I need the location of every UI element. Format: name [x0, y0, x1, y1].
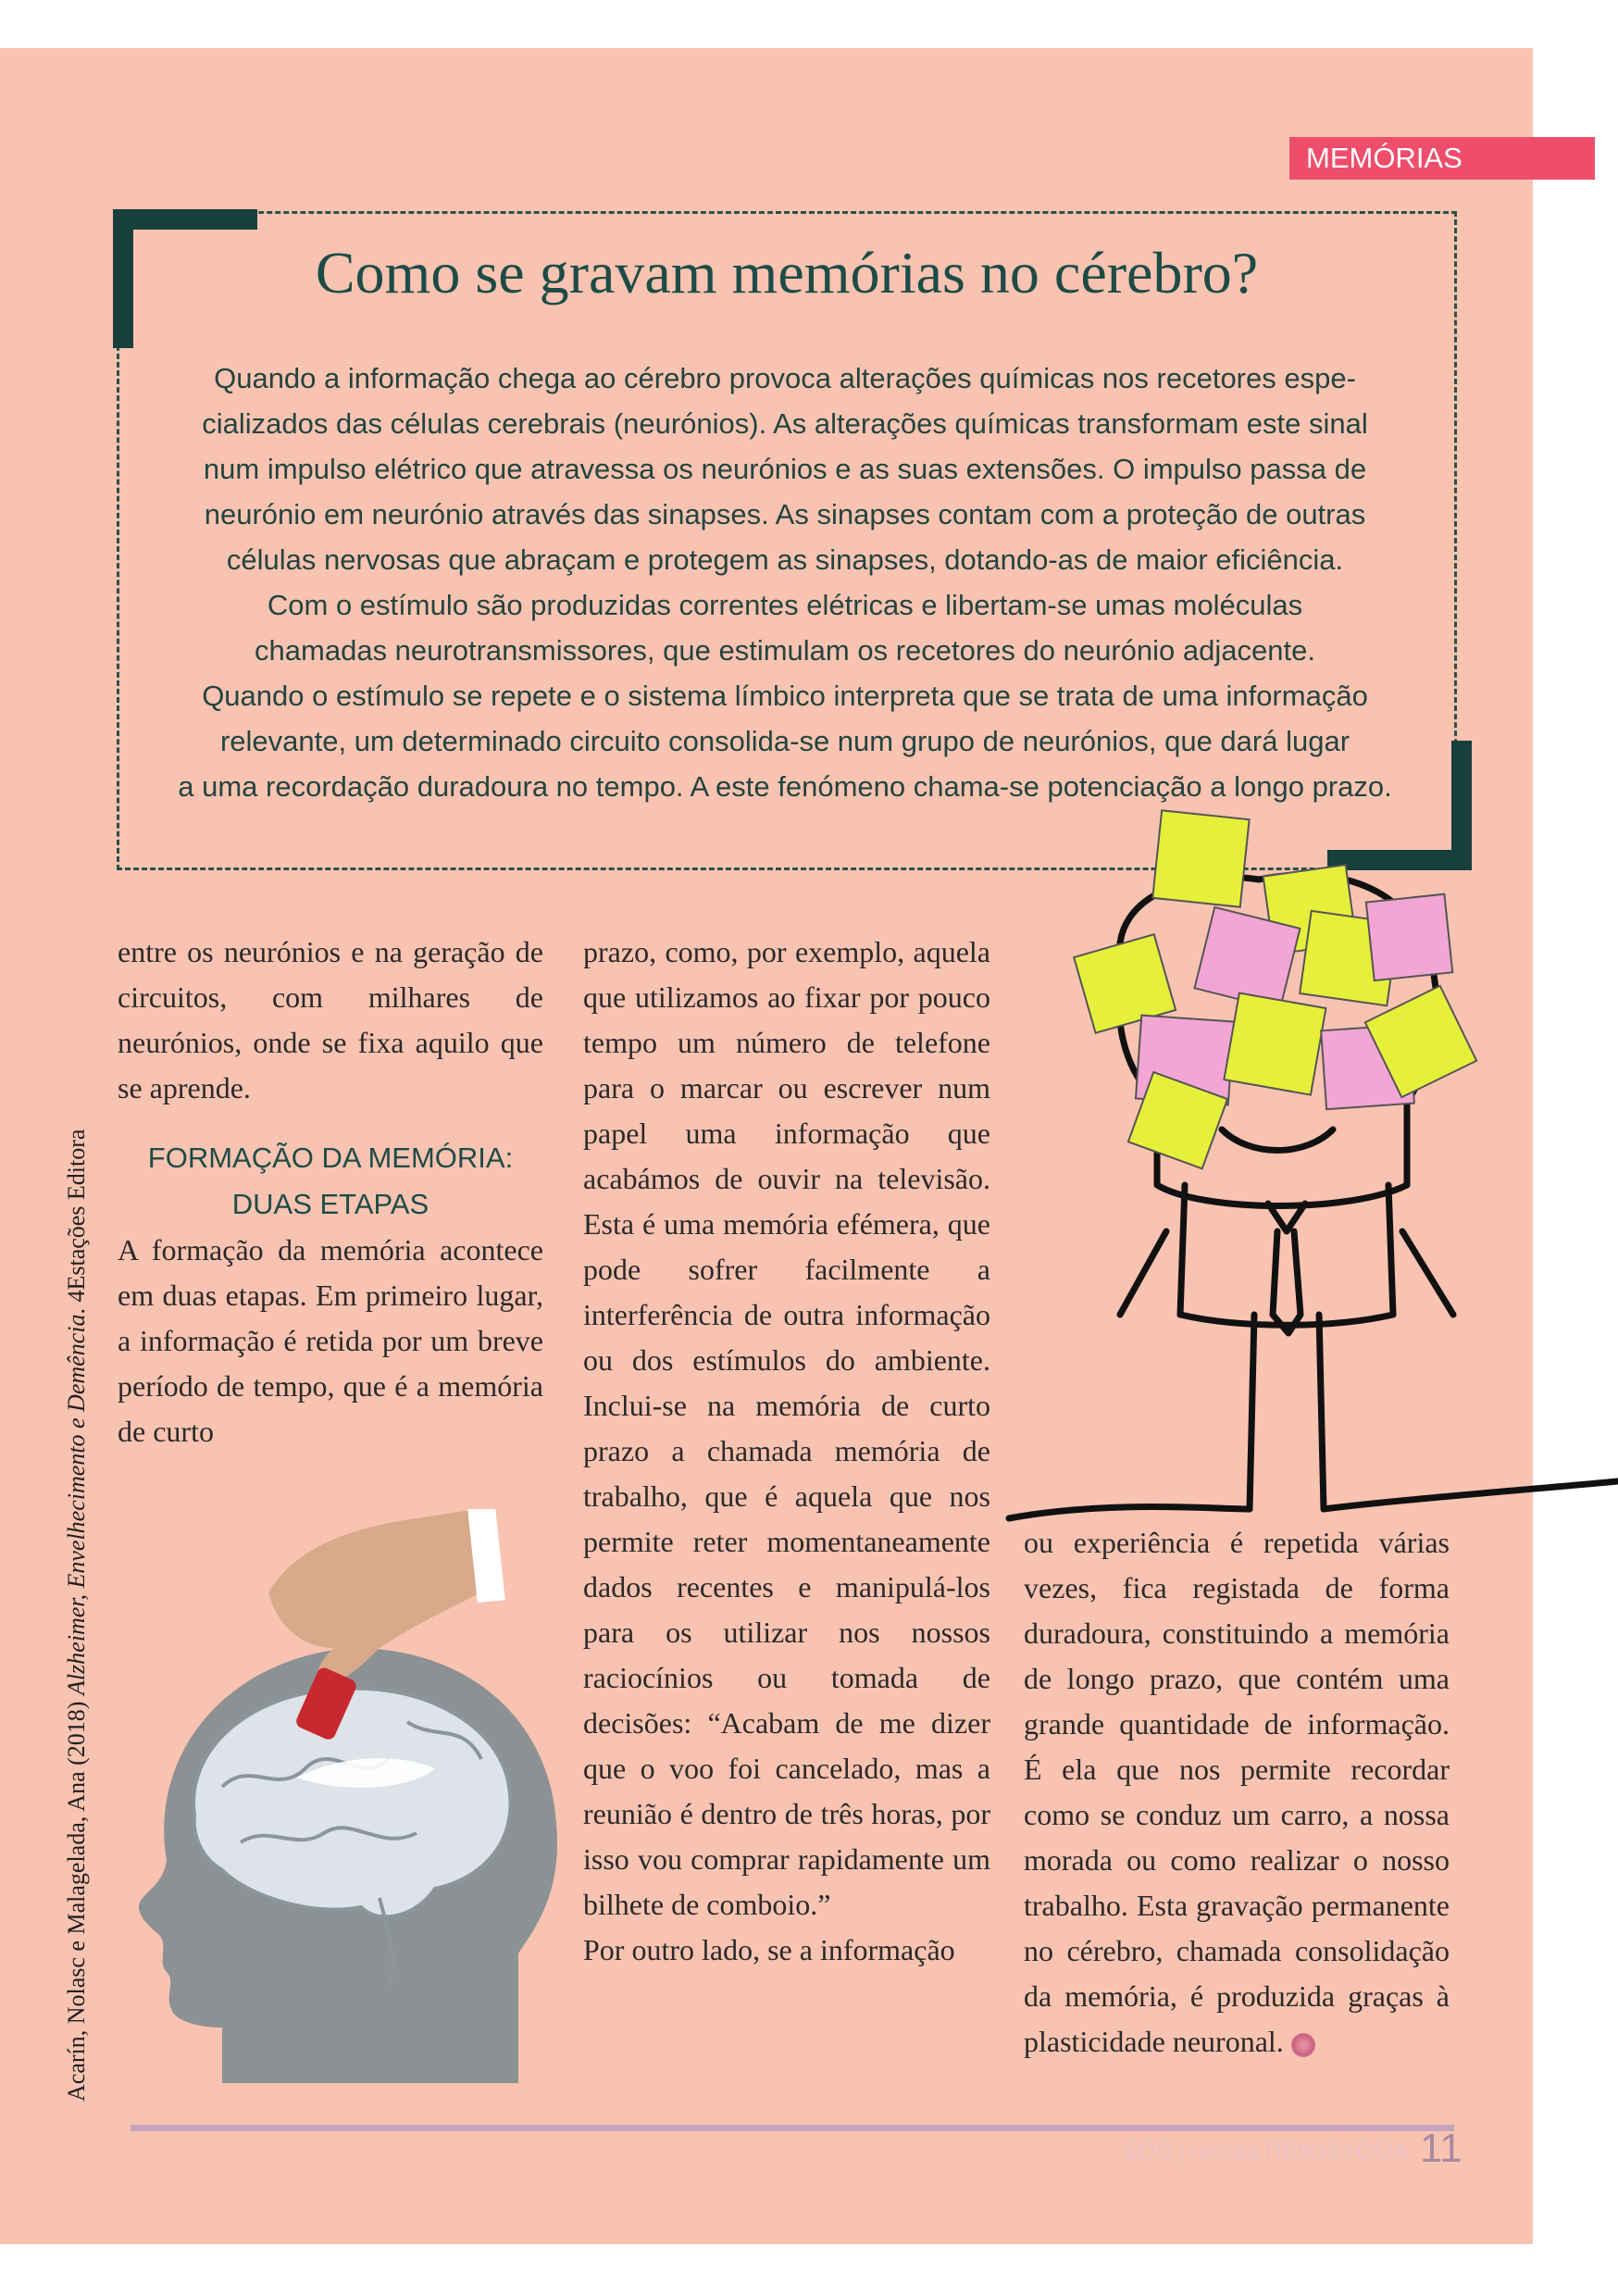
col3-text: ou experiência é repetida várias vezes, fica registada de forma duradoura, constituindo a memória de longo prazo, que contém uma grande quantidade de informação. É ela que nos permite recordar como se conduz um carro, a nossa morada ou como realizar o nosso trabalho. Esta gravação permanente no cérebro, chamada consolidação da memória, é produzida graças à plasticidade neuronal.	[1024, 1526, 1450, 2058]
box-line: a uma recordação duradoura no tempo. A este fenómeno chama-se potenciação a longo prazo.	[178, 770, 1392, 803]
box-line: relevante, um determinado circuito consolida-se num grupo de neurónios, que dará lugar	[219, 725, 1350, 757]
col1-intro: entre os neurónios e na geração de circuitos, com milhares de neurónios, onde se fixa aquilo que se aprende.	[118, 935, 543, 1104]
box-corner-top-left	[113, 209, 257, 230]
box-title: Como se gravam memórias no cérebro?	[315, 240, 1259, 306]
col2-paragraph: prazo, como, por exemplo, aquela que utilizamos ao fixar por pouco tempo um número de telefone para o marcar ou escrever num papel uma informação que acabámos de ouvir na televisão. Esta é uma memória efémera, que pode sofrer facilmente a interferência de outra informação ou dos estímulos do ambiente. Inclui-se na memória de curto prazo a chamada memória de trabalho, que é aquela que nos permite reter momentaneamente dados recentes e manipulá-los para os utilizar nos nossos raciocínios ou tomada de decisões: “Acabam de me dizer que o voo foi cancelado, mas a reunião é dentro de três horas, por isso vou comprar rapidamente um bilhete de comboio.”	[583, 935, 990, 1921]
man-sticky-notes-illustration	[1000, 796, 1618, 1537]
source-credit	[63, 991, 91, 2102]
column-3	[1024, 1520, 1450, 2065]
subheading	[118, 1135, 543, 1228]
credit-book-title: Alzheimer, Envelhecimento e Demência	[63, 1314, 90, 1696]
box-line: num impulso elétrico que atravessa os neurónios e as suas extensões. O impulso passa de	[203, 453, 1367, 485]
column-2	[583, 930, 990, 1973]
box-text	[163, 356, 1407, 809]
box-line: neurónio em neurónio através das sinapses. As sinapses contam com a proteção de outras	[204, 498, 1366, 530]
box-line: Quando o estímulo se repete e o sistema límbico interpreta que se trata de uma informação	[202, 680, 1368, 712]
credit-publisher: . 4Estações Editora	[63, 1129, 90, 1315]
footer-magazine: SOS | revista REIKI&YOGA	[1123, 2139, 1408, 2165]
page-number: 11	[1420, 2126, 1462, 2171]
box-line: Com o estímulo são produzidas correntes elétricas e libertam-se umas moléculas	[267, 589, 1303, 621]
box-line: células nervosas que abraçam e protegem as sinapses, dotando-as de maior eficiência.	[226, 543, 1344, 576]
brain-eraser-illustration	[111, 1509, 592, 2083]
box-line: Quando a informação chega ao cérebro provoca alterações químicas nos recetores espe-	[214, 362, 1356, 394]
column-1	[118, 930, 543, 1454]
box-line: cializados das células cerebrais (neurónios). As alterações químicas transformam este sinal	[202, 407, 1368, 440]
credit-authors: Acarín, Nolasc e Malagelada, Ana (2018)	[63, 1695, 90, 2102]
subheading-line-1: FORMAÇÃO DA MEMÓRIA:	[147, 1142, 514, 1174]
col1-body: A formação da memória acontece em duas etapas. Em primeiro lugar, a informação é retida por um breve período de tempo, que é a memória de curto	[118, 1233, 543, 1448]
subheading-line-2: DUAS ETAPAS	[231, 1188, 429, 1220]
section-tag: MEMÓRIAS	[1289, 137, 1595, 180]
col3-paragraph	[1024, 1520, 1450, 2065]
col2-paragraph-end: Por outro lado, se a informação	[583, 1933, 955, 1966]
footer-divider	[131, 2125, 1454, 2131]
end-mark-icon	[1291, 2033, 1315, 2057]
box-line: chamadas neurotransmissores, que estimulam os recetores do neurónio adjacente.	[255, 634, 1315, 667]
